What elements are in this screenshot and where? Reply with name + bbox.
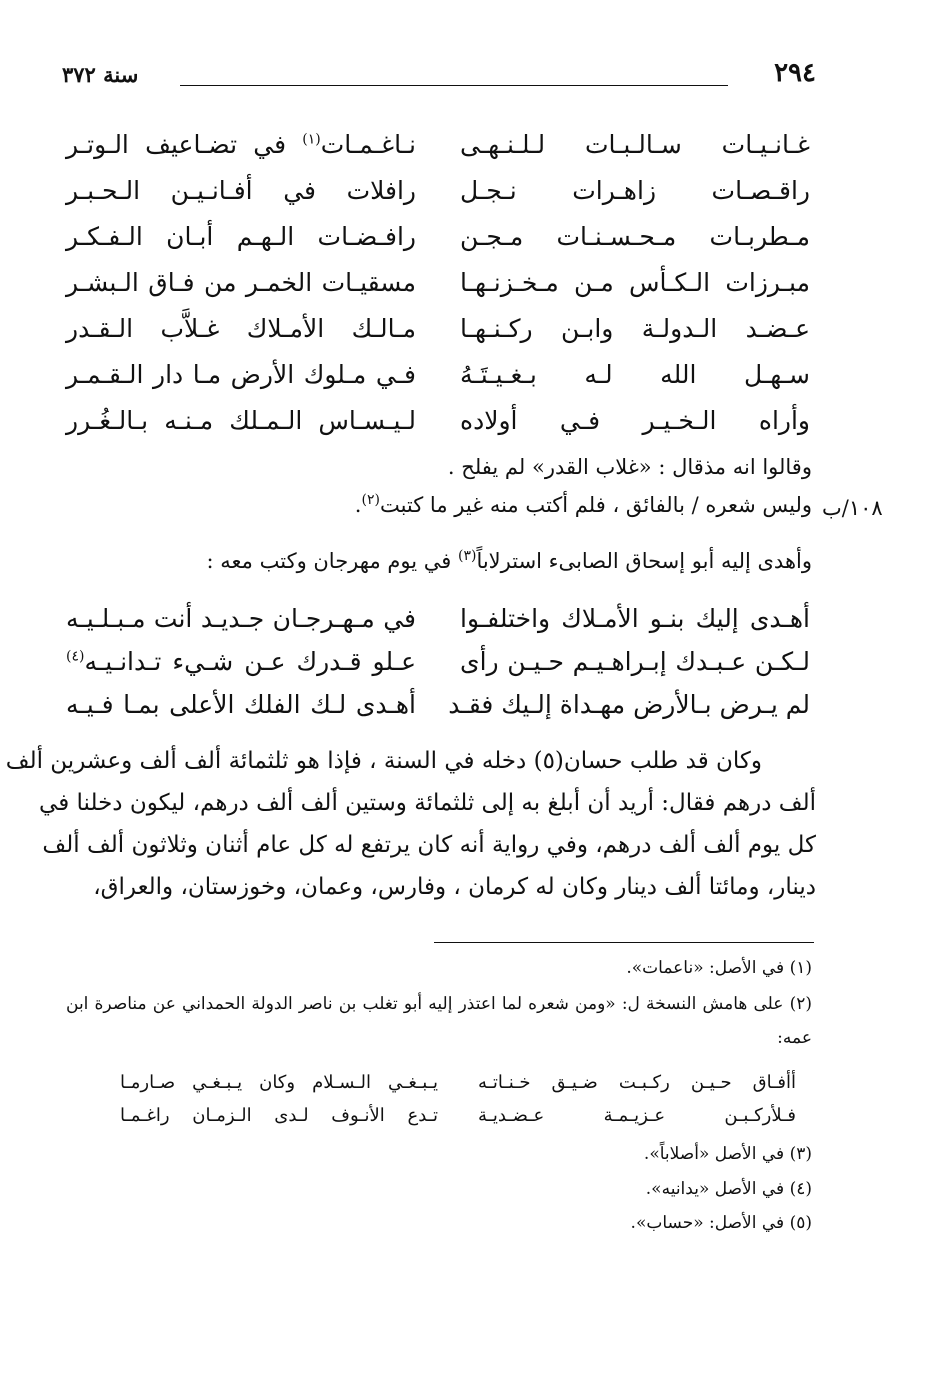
hemistich-right: لم يـرض بـالأرض مهـداة إلـيك فقـد [448, 690, 810, 719]
hemistich-left: يـبـغـي الـسـلام وكان يـبـغـي صـارمـا [120, 1072, 438, 1093]
prose-line: وقالوا انه مذقال : «غلاب القدر» لم يفلح . [447, 455, 812, 479]
verse [66, 649, 810, 695]
footnote-rule [434, 942, 814, 943]
hemistich-left: مسقيـات الخمـر من فـاق الـبشـر [66, 268, 416, 297]
prose-line: وليس شعره / بالفائق ، فلم أكتب منه غير ما كتبت$^{(٢)}$. [354, 492, 812, 517]
verse [66, 224, 810, 270]
hemistich-left: مـالـك الأمـلاك غـلاَّب الـقـدر [66, 314, 416, 343]
running-header [62, 58, 816, 98]
verse [66, 132, 810, 178]
footnote-2-continued: عمه: [777, 1028, 812, 1048]
hemistich-right: غـانـيـات سـالـبـات لـلـنـهـى [460, 130, 810, 159]
verse [66, 692, 810, 738]
footnote-5: (٥) في الأصل: «حساب». [630, 1213, 812, 1233]
paragraph-line: دينار، ومائتا ألف دينار وكان له كرمان ، وفارس، وعمان، وخوزستان، والعراق، [93, 874, 816, 900]
verse [66, 316, 810, 362]
header-rule [180, 85, 728, 86]
footnote-marker: (٢) [361, 492, 380, 508]
verse [66, 362, 810, 408]
hemistich-right: وأراه الـخـيـر فـي أولاده [460, 406, 810, 435]
verse [66, 270, 810, 316]
page-number: ٢٩٤ [774, 58, 816, 88]
body-paragraph [5, 748, 816, 916]
prose-line: وأهدى إليه أبو إسحاق الصابىء استرلاباً$^{(٣)}$ في يوم مهرجان وكتب معه : [206, 548, 812, 573]
paragraph-line: كل يوم ألف ألف درهم، وفي رواية أنه كان يرتفع له كل عام أثنان وثلاثون ألف ألف [42, 832, 816, 858]
verse [66, 408, 810, 454]
hemistich-left: عـلو قـدرك عـن شـيء تـدانـيـه$^{(٤)}$ [66, 647, 416, 676]
footnote-4: (٤) في الأصل «يدانيه». [645, 1179, 812, 1199]
hemistich-right: لـكـن عـبـدك إبـراهـيـم حـيـن رأى [460, 647, 810, 676]
hemistich-left: تـدع الأنـوف لـدى الـزمـان راغـمـا [120, 1105, 438, 1126]
hemistich-right: أهـدى إليك بنـو الأمـلاك واختلفـوا [460, 604, 810, 633]
verse [66, 606, 810, 652]
verse [120, 1105, 796, 1135]
footnote-2: (٢) على هامش النسخة ل: «ومن شعره لما اعتذر إليه أبو تغلب بن ناصر الدولة الحمداني عن مناصرة ابن [66, 994, 812, 1014]
hemistich-right: أأفـاق حـيـن ركـبـت ضـيـق خـنـاتـه [478, 1072, 796, 1093]
hemistich-right: عـضـد الـدولـة وابـن ركـنـهـا [460, 314, 810, 343]
hemistich-left: أهـدى لـك الفلك الأعلى بمـا فـيـه [66, 690, 416, 719]
hemistich-left: رافلات في أفـانـيـن الـحـبـر [66, 176, 416, 205]
footnote-3: (٣) في الأصل «أصلاباً». [643, 1144, 812, 1164]
hemistich-right: سـهـل الله لـه بـغـيـتَـهُ [460, 360, 810, 389]
footnote-marker: (٣) [457, 548, 477, 564]
hemistich-right: مبـرزات الـكـأس مـن مـخـزنـهـا [460, 268, 810, 297]
paragraph-line: وكان قد طلب حسان(٥) دخله في السنة ، فإذا هو ثلثمائة ألف ألف وعشرين ألف [5, 748, 762, 774]
footnote-1: (١) في الأصل: «ناعمات». [626, 958, 812, 978]
hemistich-right: فـلأركـبـن عـزيـمـة عـضـديـة [478, 1105, 796, 1126]
folio-marker: ١٠٨/ب [822, 496, 883, 520]
footnote-marker: (٤) [66, 648, 85, 665]
hemistich-right: راقـصـات زاهـرات نـجـل [460, 176, 810, 205]
hemistich-left: لـيـسـاس الـمـلك مـنـه بـالـغُـرر [66, 406, 416, 435]
running-title: سنة ٣٧٢ [62, 62, 139, 87]
hemistich-left: في مـهـرجـان جـديـد أنت مـبـلـيـه [66, 604, 416, 633]
hemistich-right: مـطربـات مـحـسـنـات مـجـن [460, 222, 810, 251]
hemistich-left: رافـضـات الـهـم أبـان الـفـكـر [66, 222, 416, 251]
hemistich-left: نـاغـمـات$^{(١)}$ في تضـاعيف الـوتـر [66, 130, 416, 159]
footnote-marker: (١) [302, 131, 321, 148]
verse [66, 178, 810, 224]
hemistich-left: فـي مـلوك الأرض مـا دار الـقـمـر [66, 360, 416, 389]
verse [120, 1072, 796, 1102]
paragraph-line: ألف درهم فقال: أريد أن أبلغ به إلى ثلثمائة وستين ألف ألف درهم، ليكون دخلنا في [39, 790, 816, 816]
